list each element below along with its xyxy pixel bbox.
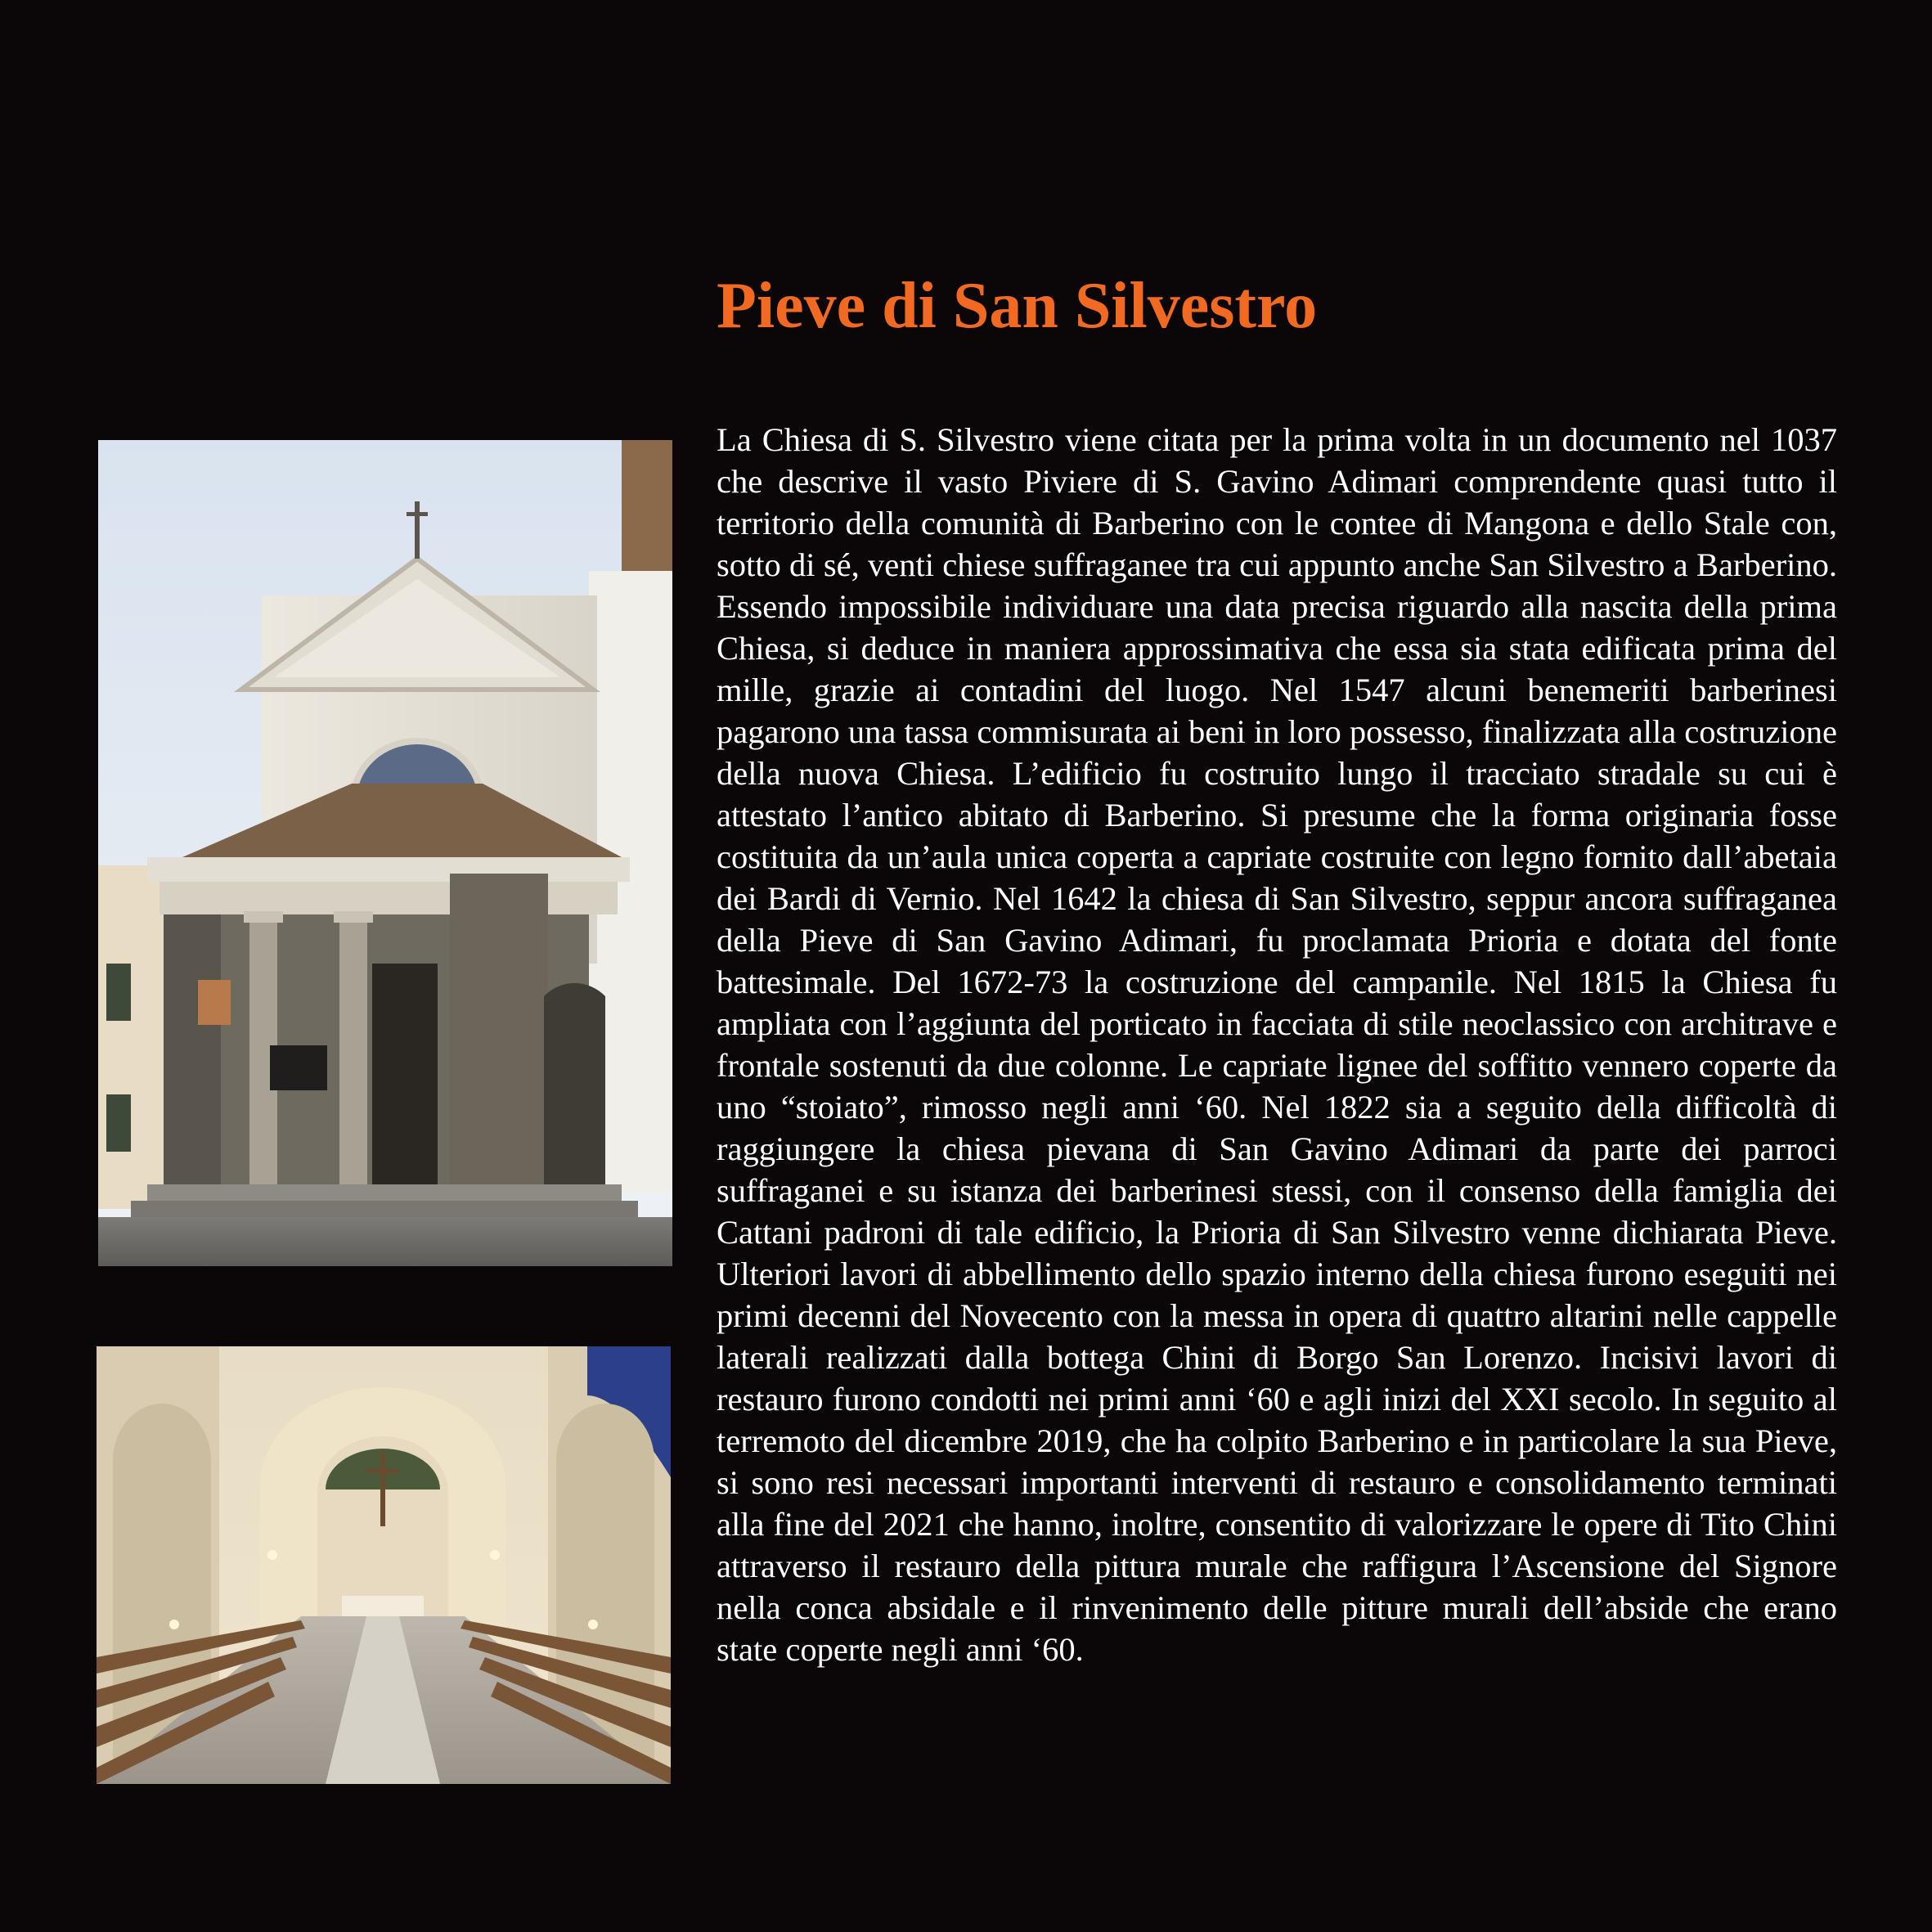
church-interior-photo <box>97 1346 671 1784</box>
article-body <box>717 419 1837 1785</box>
page-title: Pieve di San Silvestro <box>717 270 1318 342</box>
church-facade-photo <box>98 440 672 1266</box>
article-paragraph: La Chiesa di S. Silvestro viene citata per la prima volta in un documento nel 1037 che descrive il vasto Piviere di S. Gavino Adimari comprendente quasi tutto il territorio della comunità di Barberino con le contee di Mangona e dello Stale con, sotto di sé, venti chiese suffraganee tra cui appunto anche San Silvestro a Barberino. Essendo impossibile individuare una data precisa riguardo alla nascita della prima Chiesa, si deduce in maniera approssimativa che essa sia stata edificata prima del mille, grazie ai contadini del luogo. Nel 1547 alcuni benemeriti barberinesi pagarono una tassa commisurata ai beni in loro possesso, finalizzata alla costruzione della nuova Chiesa. L’edificio fu costruito lungo il tracciato stradale su cui è attestato l’antico abitato di Barberino. Si presume che la forma originaria fosse costituita da un’aula unica coperta a capriate costruite con legno fornito dall’abetaia dei Bardi di Vernio. Nel 1642 la chiesa di San Silvestro, seppur ancora suffraganea della Pieve di San Gavino Adimari, fu proclamata Prioria e dotata del fonte battesimale. Del 1672-73 la costruzione del campanile. Nel 1815 la Chiesa fu ampliata con l’aggiunta del porticato in facciata di stile neoclassico con architrave e frontale sostenuti da due colonne. Le capriate lignee del soffitto vennero coperte da uno “stoiato”, rimosso negli anni ‘60. Nel 1822 sia a seguito della difficoltà di raggiungere la chiesa pievana di San Gavino Adimari da parte dei parroci suffraganei e su istanza dei barberinesi stessi, con il consenso della famiglia dei Cattani padroni di tale edificio, la Prioria di San Silvestro venne dichiarata Pieve. Ulteriori lavori di abbellimento dello spazio interno della chiesa furono eseguiti nei primi decenni del Novecento con la messa in opera di quattro altarini nelle cappelle laterali realizzati dalla bottega Chini di Borgo San Lorenzo. Incisivi lavori di restauro furono condotti nei primi anni ‘60 e agli inizi del XXI secolo. In seguito al terremoto del dicembre 2019, che ha colpito Barberino e in particolare la sua Pieve, si sono resi necessari importanti interventi di restauro e consolidamento terminati alla fine del 2021 che hanno, inoltre, consentito di valorizzare le opere di Tito Chini attraverso il restauro della pittura murale che raffigura l’Ascensione del Signore nella conca absidale e il rinvenimento delle pitture murali dell’abside che erano state coperte negli anni ‘60. <box>717 421 1837 1668</box>
